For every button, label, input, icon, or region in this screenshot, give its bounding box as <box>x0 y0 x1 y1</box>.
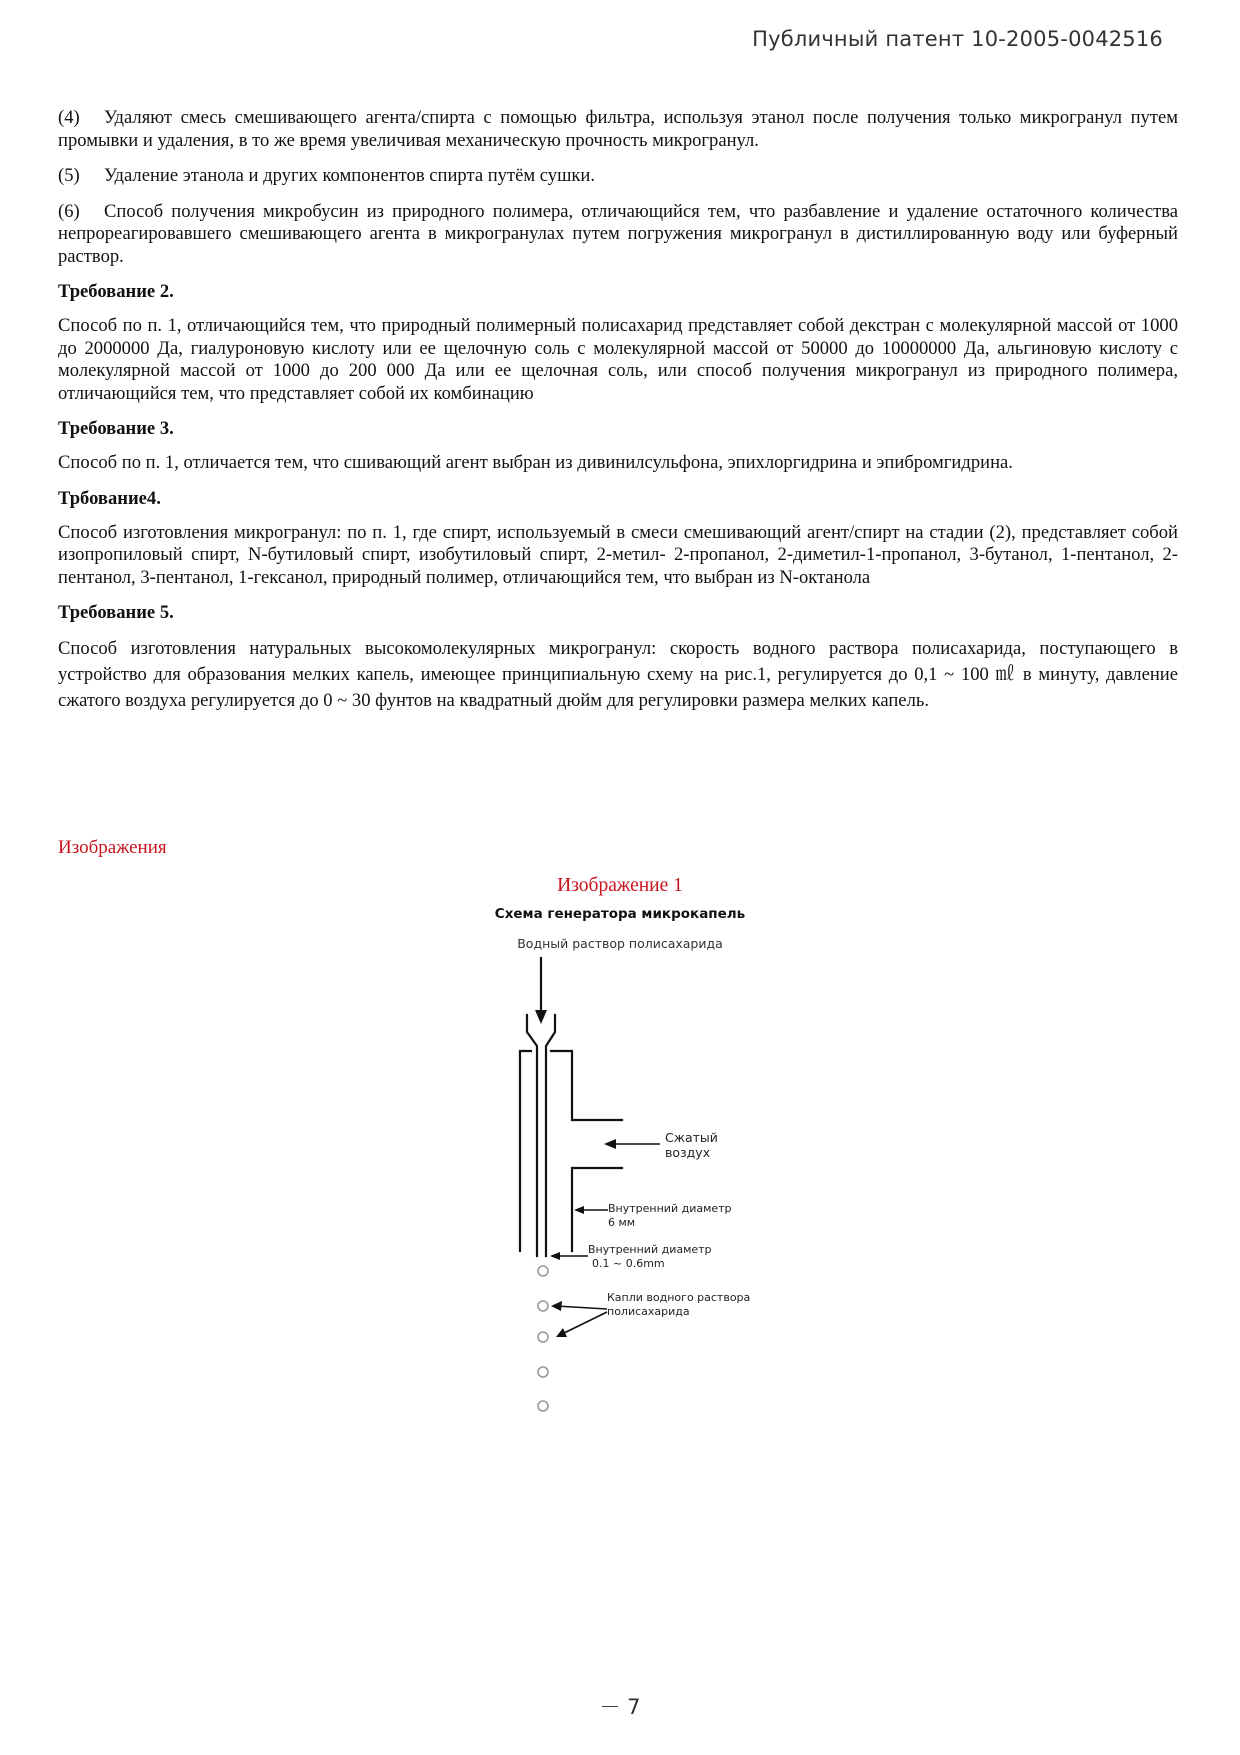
droplets-label-line: Капли водного раствора <box>607 1291 751 1304</box>
outer-diameter-label <box>608 1202 732 1230</box>
outer-diameter-arrowhead <box>574 1206 584 1214</box>
inner-diameter-label-line: Внутренний диаметр <box>588 1243 712 1256</box>
step-number: (5) <box>58 165 80 186</box>
droplets-label-line: полисахарида <box>607 1305 690 1318</box>
step-text: Удаляют смесь смешивающего агента/спирта с помощью фильтра, используя этанол после получения только микрогранул путем промывки и удаления, в то же время увеличивая механическую прочность микрогранул. <box>58 107 1178 151</box>
droplet <box>538 1332 548 1342</box>
air-arrowhead <box>604 1139 616 1149</box>
droplets-label <box>607 1291 750 1319</box>
droplet-pointer-1 <box>556 1306 607 1309</box>
claim-heading: Требование 5. <box>58 602 174 623</box>
droplet <box>538 1301 548 1311</box>
droplet <box>538 1367 548 1377</box>
step-number: (6) <box>58 200 80 222</box>
step-number: (4) <box>58 107 80 128</box>
inner-diameter-label-line: 0.1 ~ 0.6mm <box>592 1257 665 1270</box>
claim-heading: Требование 2. <box>58 281 174 302</box>
droplet <box>538 1266 548 1276</box>
outer-tube-left-wall <box>520 1051 531 1251</box>
droplet-arrowhead-1 <box>551 1301 562 1311</box>
page-number: － 7 <box>599 1695 641 1719</box>
outer-tube-right-upper-wall <box>551 1051 622 1120</box>
droplet-pointer-2 <box>560 1312 607 1335</box>
claim-heading: Трбование4. <box>58 487 161 509</box>
step-text: Удаление этанола и других компонентов спирта путём сушки. <box>104 165 596 186</box>
compressed-air-label-line: Сжатый <box>665 1130 718 1145</box>
input-label: Водный раствор полисахарида <box>517 936 723 951</box>
claim-text: Способ изготовления микрогранул: по п. 1, где спирт, используемый в смеси смешивающий агент/спирт на стадии (2), представляет собой изопропиловый спирт, N-бутиловый спирт, изобутиловый спирт, 2-метил- 2-пропанол, 2-диметил-1-пропанол, 3-бутанол, 1-пентанол, 2-пентанол, 3-пентанол, 1-гексанол, природный полимер, отличающийся тем, что выбран из N-октанола <box>58 521 1178 588</box>
claim-text: Способ по п. 1, отличающийся тем, что природный полимерный полисахарид представляет собой декстран с молекулярной массой от 1000 до 2000000 Да, гиалуроновую кислоту или ее щелочную соль с молекулярной массой от 50000 до 10000000 Да, альгиновую кислоту с молекулярной массой от 1000 до 200 000 Да или ее щелочная соль, или способ получения микрогранул из природного полимера, отличающийся тем, что представляет собой их комбинацию <box>58 315 1178 404</box>
compressed-air-label-line: воздух <box>665 1145 711 1160</box>
images-section-heading: Изображения <box>58 837 167 858</box>
inner-diameter-arrowhead <box>550 1252 560 1260</box>
input-arrowhead <box>535 1010 547 1024</box>
inner-diameter-label <box>588 1243 712 1271</box>
claim-text: Способ по п. 1, отличается тем, что сшивающий агент выбран из дивинилсульфона, эпихлоргидрина и эпибромгидрина. <box>58 452 1013 473</box>
step-text: Способ получения микробусин из природного полимера, отличающийся тем, что разбавление и удаление остаточного количества непрореагировавшего смешивающего агента в микрогранулах путем погружения микрогранул в дистиллированную воду или буферный раствор. <box>58 200 1178 267</box>
outer-diameter-label-line: 6 мм <box>608 1216 636 1229</box>
outer-diameter-label-line: Внутренний диаметр <box>608 1202 732 1215</box>
droplet <box>538 1401 548 1411</box>
patent-number-header: Публичный патент 10-2005-0042516 <box>752 27 1163 51</box>
claim-text: Способ изготовления натуральных высокомолекулярных микрогранул: скорость водного раствора полисахарида, поступающего в устройство для образования мелких капель, имеющее принципиальную схему на рис.1, регулируется до 0,1 ~ 100 ㎖ в минуту, давление сжатого воздуха регулируется до 0 ~ 30 фунтов на квадратный дюйм для регулировки размера мелких капель. <box>58 638 1178 711</box>
compressed-air-label <box>665 1130 718 1160</box>
claim-heading: Требование 3. <box>58 418 174 439</box>
figure-caption: Изображение 1 <box>557 875 683 896</box>
figure-title: Схема генератора микрокапель <box>494 906 746 922</box>
